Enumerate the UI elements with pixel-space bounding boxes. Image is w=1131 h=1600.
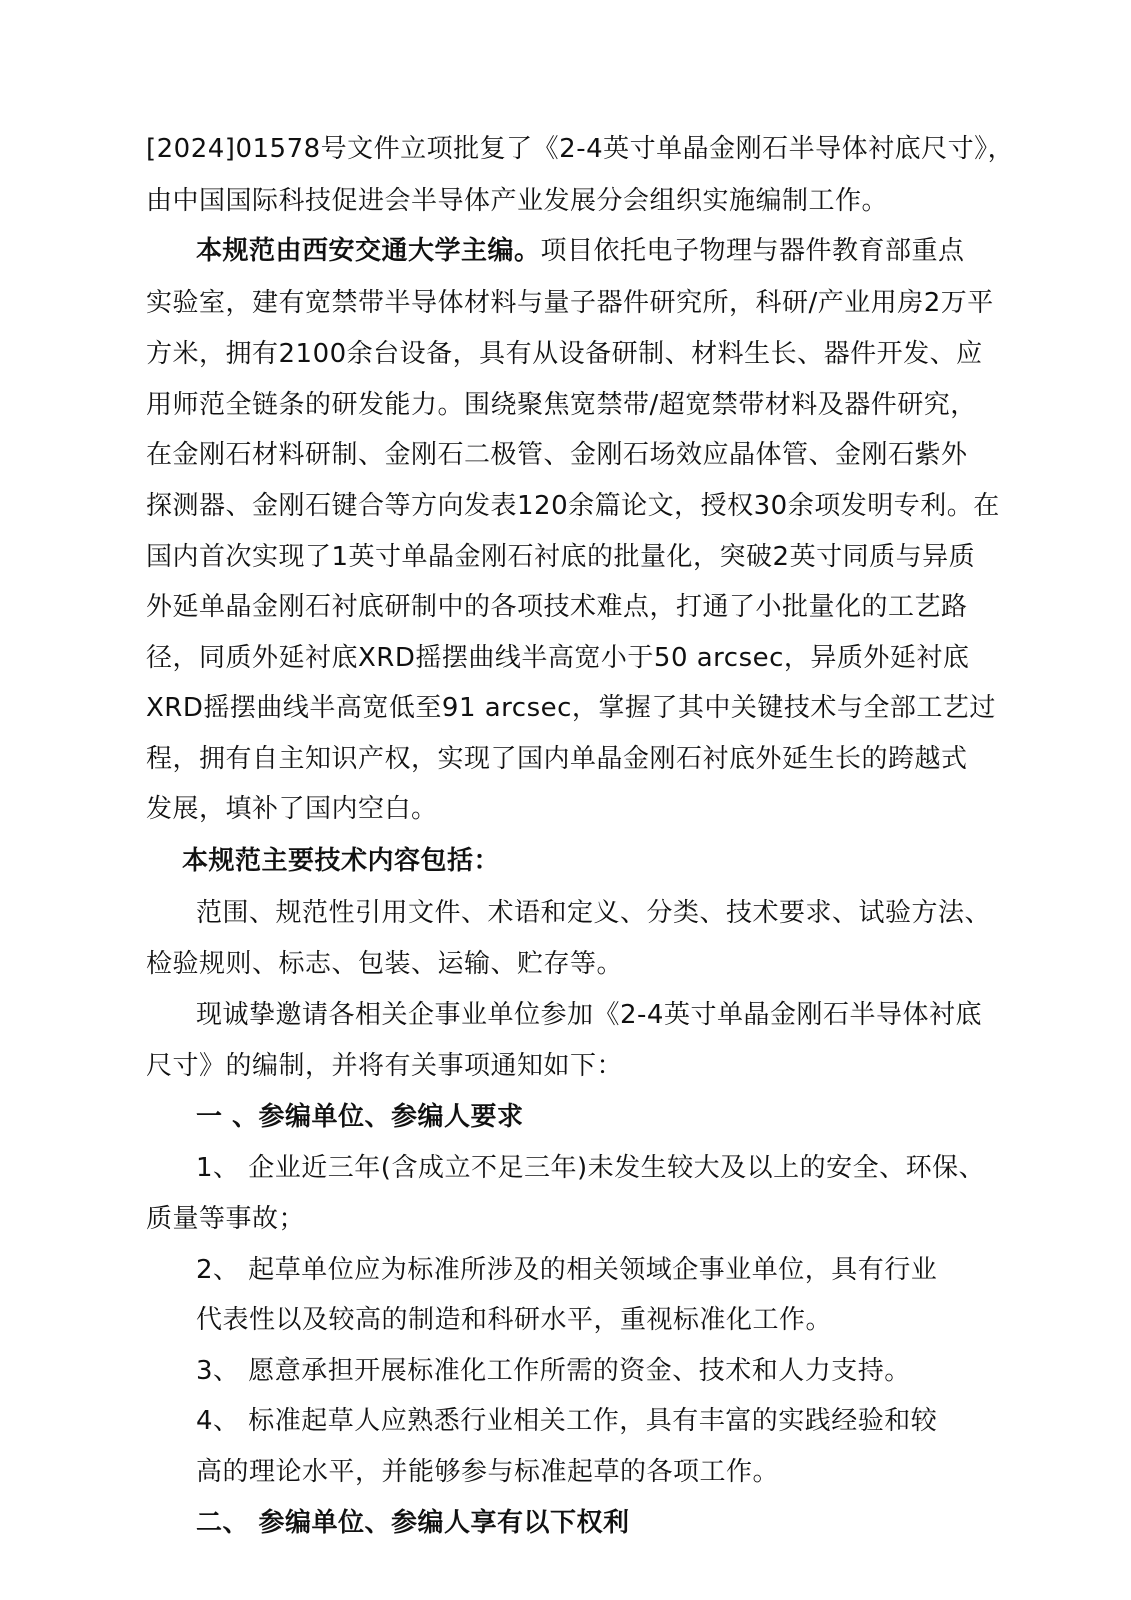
requirement-4-line-2: 高的理论水平，并能够参与标准起草的各项工作。 (196, 1457, 780, 1487)
editor-line-2: 方米，拥有2100余台设备，具有从设备研制、材料生长、器件开发、应 (146, 339, 983, 369)
invite-line-1: 现诚挚邀请各相关企事业单位参加《2-4英寸单晶金刚石半导体衬底 (196, 1000, 982, 1030)
intro-line-1: [2024]01578号文件立项批复了《2-4英寸单晶金刚石半导体衬底尺寸》， (146, 134, 1015, 164)
content-line-1: 范围、规范性引用文件、术语和定义、分类、技术要求、试验方法、 (196, 898, 992, 928)
requirement-4-line-1: 4、 标准起草人应熟悉行业相关工作，具有丰富的实践经验和较 (196, 1406, 938, 1436)
editor-bold-text: 本规范由西安交通大学主编。 (196, 236, 541, 266)
editor-line-7: 外延单晶金刚石衬底研制中的各项技术难点，打通了小批量化的工艺路 (146, 592, 968, 622)
editor-line-10: 程，拥有自主知识产权，实现了国内单晶金刚石衬底外延生长的跨越式 (146, 744, 968, 774)
editor-line-1: 实验室，建有宽禁带半导体材料与量子器件研究所，科研/产业用房2万平 (146, 288, 994, 318)
section1-heading: 一 、参编单位、参编人要求 (196, 1102, 524, 1132)
editor-line-5: 探测器、金刚石键合等方向发表120余篇论文，授权30余项发明专利。在 (146, 491, 1000, 521)
requirement-3: 3、 愿意承担开展标准化工作所需的资金、技术和人力支持。 (196, 1356, 911, 1386)
requirement-2-line-1: 2、 起草单位应为标准所涉及的相关领域企事业单位，具有行业 (196, 1255, 938, 1285)
editor-line-11: 发展，填补了国内空白。 (146, 794, 438, 824)
invite-line-2: 尺寸》的编制，并将有关事项通知如下： (146, 1051, 624, 1081)
editor-first-line (196, 234, 965, 268)
editor-line-4: 在金刚石材料研制、金刚石二极管、金刚石场效应晶体管、金刚石紫外 (146, 440, 968, 470)
requirement-2-line-2: 代表性以及较高的制造和科研水平，重视标准化工作。 (196, 1305, 833, 1335)
editor-line-9: XRD摇摆曲线半高宽低至91 arcsec，掌握了其中关键技术与全部工艺过 (146, 693, 996, 723)
editor-rest-text: 项目依托电子物理与器件教育部重点 (540, 236, 965, 266)
editor-line-3: 用师范全链条的研发能力。围绕聚焦宽禁带/超宽禁带材料及器件研究， (146, 390, 977, 420)
editor-line-8: 径，同质外延衬底XRD摇摆曲线半高宽小于50 arcsec，异质外延衬底 (146, 643, 970, 673)
requirement-1-line-2: 质量等事故； (146, 1204, 306, 1234)
editor-line-6: 国内首次实现了1英寸单晶金刚石衬底的批量化，突破2英寸同质与异质 (146, 542, 976, 572)
intro-line-2: 由中国国际科技促进会半导体产业发展分会组织实施编制工作。 (146, 186, 889, 216)
requirement-1-line-1: 1、 企业近三年(含成立不足三年)未发生较大及以上的安全、环保、 (196, 1153, 986, 1183)
content-heading: 本规范主要技术内容包括： (182, 846, 501, 876)
section2-heading: 二、 参编单位、参编人享有以下权利 (196, 1508, 630, 1538)
content-line-2: 检验规则、标志、包装、运输、贮存等。 (146, 949, 624, 979)
